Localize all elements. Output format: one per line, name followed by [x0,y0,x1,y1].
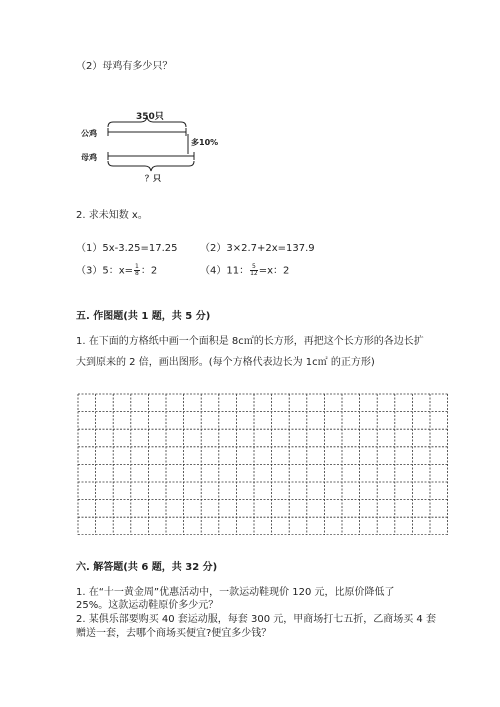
bottom-brace [108,161,194,171]
section6-q2-line2: 赠送一套，去哪个商场买便宜?便宜多少钱？ [76,628,272,639]
section5-q1-line2: 大到原来的 2 倍，画出图形。(每个方格代表边长为 1c㎡ 的正方形) [76,357,375,368]
fraction: $\frac{5}{12}$ [250,263,258,277]
unknown-label: ？只 [145,174,161,183]
segment-diagram [0,0,500,200]
equation-3: （3）5：x= $\frac{1}{8}$ ：2 [76,263,158,277]
section6-q1-line2: 25%。这款运动鞋原价多少元？ [76,600,219,611]
equation-4: （4）11： $\frac{5}{12}$ =x：2 [200,263,290,277]
section6-title: 六. 解答题(共 6 题，共 32 分) [76,562,218,573]
question-mother-hens: （2）母鸡有多少只？ [76,61,173,72]
hen-label: 母鸡 [81,153,97,162]
more-percent-label: 多10% [191,138,219,147]
section5-q1-line1: 1. 在下面的方格纸中画一个面积是 8c㎡的长方形，再把这个长方形的各边长扩 [76,336,424,347]
section5-title: 五. 作图题(共 1 题，共 5 分) [76,311,211,322]
rooster-label: 公鸡 [81,129,97,138]
find-x-heading: 2. 求未知数 x。 [76,210,148,221]
total-roosters-label: 350只 [136,112,164,122]
grid-paper[interactable] [77,393,449,535]
equation-2: （2）3×2.7+2x=137.9 [200,243,315,254]
section6-q1-line1: 1. 在“十一黄金周”优惠活动中，一款运动鞋现价 120 元，比原价降低了 [76,587,395,598]
section6-q2-line1: 2. 某俱乐部要购买 40 套运动服，每套 300 元，甲商场打七五折，乙商场买 4 套 [76,614,436,625]
equation-1: （1）5x-3.25=17.25 [76,243,178,254]
fraction: $\frac{1}{8}$ [135,263,139,277]
